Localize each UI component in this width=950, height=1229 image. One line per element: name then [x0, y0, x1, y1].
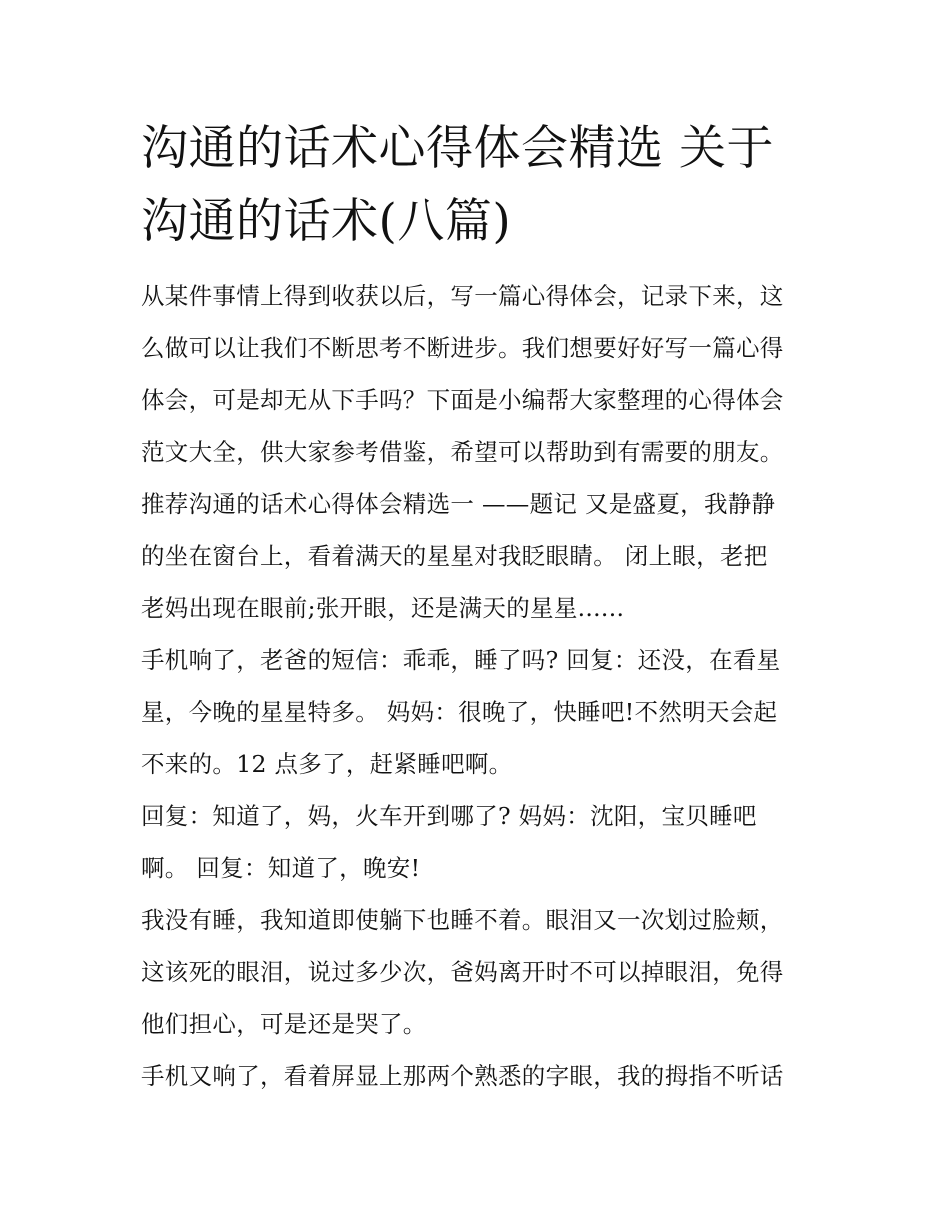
text-line: 手机响了，老爸的短信：乖乖，睡了吗? 回复：还没，在看星	[141, 646, 781, 674]
text-line: 我没有睡，我知道即使躺下也睡不着。眼泪又一次划过脸颊，	[141, 906, 784, 934]
document-body	[141, 270, 813, 1102]
text-line: 手机又响了，看着屏显上那两个熟悉的字眼，我的拇指不听话	[141, 1062, 784, 1090]
text-line: 他们担心，可是还是哭了。	[141, 1010, 427, 1038]
document-content	[141, 112, 813, 1102]
text-line: 星，今晚的星星特多。 妈妈：很晚了，快睡吧!不然明天会起	[141, 698, 778, 726]
text-line: 的坐在窗台上，看着满天的星星对我眨眼睛。 闭上眼，老把	[141, 542, 768, 570]
text-line: 从某件事情上得到收获以后，写一篇心得体会，记录下来，这	[141, 282, 784, 310]
text-line: 体会，可是却无从下手吗？下面是小编帮大家整理的心得体会	[141, 386, 784, 414]
paragraph-essay-one-opening	[141, 478, 813, 634]
text-line: 不来的。12 点多了，赶紧睡吧啊。	[141, 750, 513, 778]
paragraph-intro	[141, 270, 813, 478]
title-line: 沟通的话术心得体会精选 关于	[141, 121, 774, 176]
text-line: 么做可以让我们不断思考不断进步。我们想要好好写一篇心得	[141, 334, 784, 362]
text-line: 范文大全，供大家参考借鉴，希望可以帮助到有需要的朋友。	[141, 438, 784, 466]
paragraph-text-message-two	[141, 790, 813, 894]
text-line: 啊。 回复：知道了，晚安!	[141, 854, 421, 882]
text-line: 推荐沟通的话术心得体会精选一 ——题记 又是盛夏，我静静	[141, 490, 776, 518]
paragraph-tears	[141, 894, 813, 1050]
paragraph-text-message-one	[141, 634, 813, 790]
paragraph-phone-rings-again	[141, 1050, 813, 1102]
text-line: 这该死的眼泪，说过多少次，爸妈离开时不可以掉眼泪，免得	[141, 958, 784, 986]
text-line: 回复：知道了，妈，火车开到哪了? 妈妈：沈阳，宝贝睡吧	[141, 802, 757, 830]
document-title	[141, 112, 813, 258]
title-line: 沟通的话术(八篇)	[141, 194, 512, 249]
text-line: 老妈出现在眼前;张开眼，还是满天的星星......	[141, 594, 625, 622]
